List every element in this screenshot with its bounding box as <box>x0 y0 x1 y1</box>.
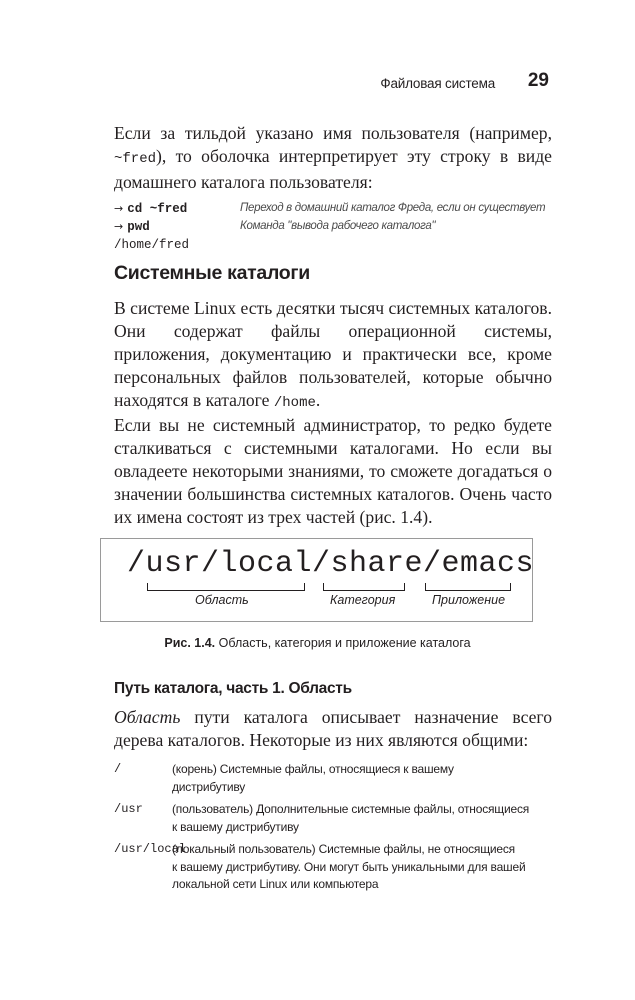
command: cd ~fred <box>127 202 188 216</box>
figure-box <box>100 538 533 622</box>
text: В системе Linux есть десятки тысяч системных каталогов. Они содержат файлы операционной системы, приложения, документацию и практически все, кроме персональных файлов пользователей, которые обычно находятся в каталоге <box>114 298 552 410</box>
section-heading: Системные каталоги <box>114 262 310 284</box>
definition-line: к вашему дистрибутиву. Они могут быть уникальными для вашей <box>172 859 526 874</box>
command-note-2: Команда "вывода рабочего каталога" <box>240 220 436 232</box>
command-output: /home/fred <box>114 238 190 252</box>
caption-number: Рис. 1.4. <box>164 636 216 650</box>
definition-term: /usr/local <box>114 842 187 856</box>
text: пути каталога описывает назначение всего дерева каталогов. Некоторые из них являются общими: <box>114 707 552 750</box>
application-label: Приложение <box>432 593 506 607</box>
definition-text <box>172 841 552 894</box>
subheading: Путь каталога, часть 1. Область <box>114 680 352 697</box>
definition-line: (корень) Системные файлы, относящиеся к вашему <box>172 762 454 776</box>
category-label: Категория <box>330 593 396 607</box>
caption-text: Область, категория и приложение каталога <box>218 636 471 650</box>
definition-line: (пользователь) Дополнительные системные файлы, относящиеся <box>172 802 530 816</box>
admin-paragraph: Если вы не системный администратор, то редко будете сталкиваться с системными каталогами. Но если вы овладеете некоторыми знаниями, то сможете догадаться о значении большинства системных каталогов. Очень часто их имена состоят из трех частей (рис. 1.4). <box>114 415 552 527</box>
definition-line: дистрибутиву <box>172 779 246 794</box>
figure-caption <box>0 636 635 650</box>
text: . <box>315 390 321 410</box>
scope-label: Область <box>195 593 249 607</box>
definition-term: /usr <box>114 802 143 816</box>
command-note-1: Переход в домашний каталог Фреда, если он существует <box>240 202 546 214</box>
figure-path: /usr/local/share/emacs <box>127 547 535 581</box>
command-line-2 <box>114 218 150 236</box>
inline-code: /home <box>273 395 316 411</box>
definition-line: к вашему дистрибутиву <box>172 819 299 834</box>
inline-code: ~fred <box>114 151 157 167</box>
definition-text <box>172 761 552 796</box>
section-title: Файловая система <box>380 76 495 91</box>
prompt-arrow-icon: → <box>114 220 124 233</box>
definition-line: локальной сети Linux или компьютера <box>172 877 379 891</box>
category-brace <box>323 583 405 591</box>
scope-brace <box>147 583 305 591</box>
text: ), то оболочка интерпретирует эту строку в виде домашнего каталога пользователя: <box>114 146 552 192</box>
command-line-1 <box>114 200 187 218</box>
application-brace <box>425 583 511 591</box>
command: pwd <box>127 220 150 234</box>
system-dirs-paragraph <box>114 297 552 415</box>
definition-line: (локальный пользователь) Системные файлы, не относящиеся <box>172 842 515 856</box>
text: Если за тильдой указано имя пользователя (например, <box>114 123 552 143</box>
intro-paragraph <box>114 122 552 194</box>
prompt-arrow-icon: → <box>114 202 124 215</box>
scope-paragraph <box>114 706 552 752</box>
page-number: 29 <box>527 70 549 91</box>
running-header <box>0 70 635 94</box>
definition-term: / <box>114 762 122 776</box>
emphasis: Область <box>114 707 181 727</box>
definition-text <box>172 801 552 836</box>
